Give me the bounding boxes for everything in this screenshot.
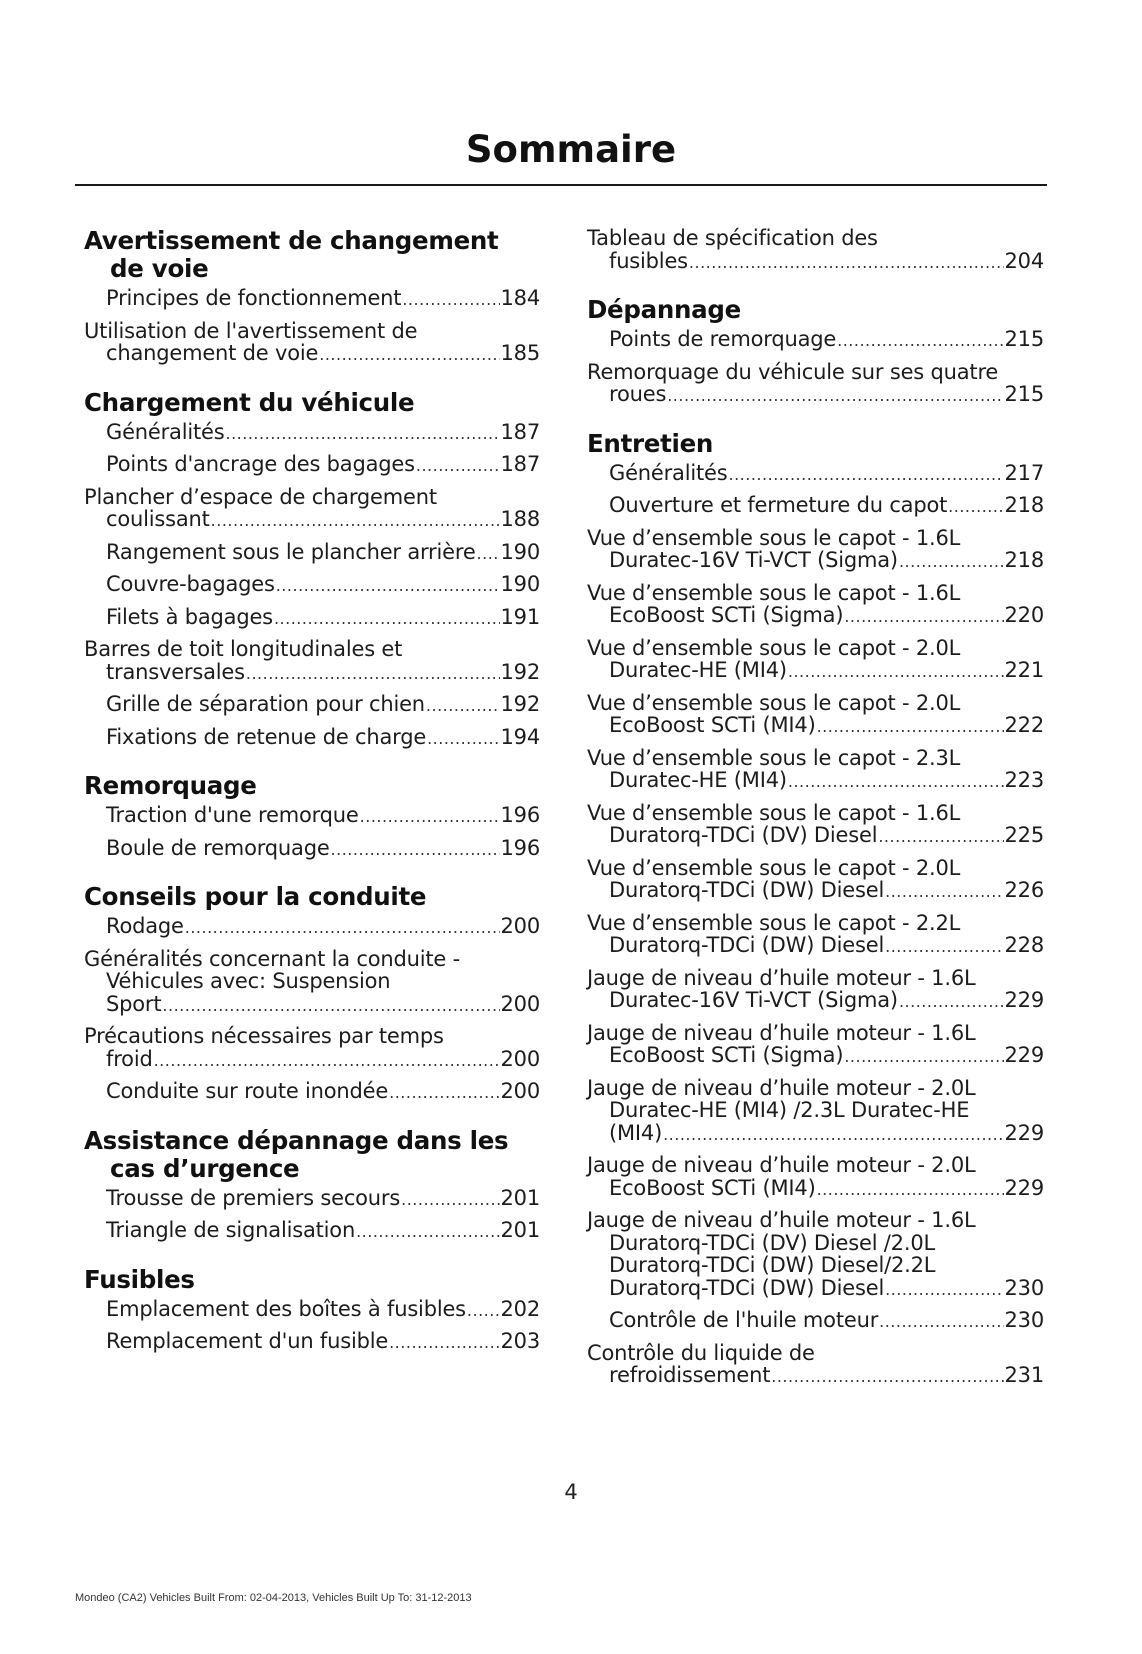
entry-title: EcoBoost SCTi (MI4)	[609, 1175, 816, 1200]
dot-leader	[663, 1124, 1003, 1147]
toc-entry[interactable]	[587, 1342, 1044, 1389]
toc-entry[interactable]	[587, 361, 1044, 408]
toc-entry[interactable]	[84, 541, 540, 566]
entry-text-line: Barres de toit longitudinales et	[84, 637, 403, 661]
entry-title: Généralités	[106, 419, 225, 444]
entry-page-number: 200	[500, 1079, 540, 1103]
entry-title: (MI4)	[609, 1120, 663, 1145]
dot-leader	[426, 695, 500, 718]
entry-page-number: 228	[1004, 933, 1044, 957]
dot-leader	[689, 252, 1004, 275]
entry-text-line: Vue d’ensemble sous le capot - 2.0L	[587, 635, 961, 660]
toc-section	[84, 1266, 540, 1355]
dot-leader	[211, 510, 500, 533]
entry-page-number: 201	[500, 1185, 540, 1210]
entry-title: Boule de remorquage	[106, 835, 330, 860]
toc-entry[interactable]	[84, 1080, 540, 1105]
entry-page-number: 196	[500, 803, 540, 827]
entry-title: Ouverture et fermeture du capot	[609, 493, 948, 517]
section-heading: Dépannage	[587, 295, 741, 324]
entry-page-number: 230	[1004, 1275, 1044, 1300]
dot-leader	[729, 464, 1004, 487]
entry-page-number: 218	[1004, 493, 1044, 517]
dot-leader	[477, 543, 500, 566]
toc-section	[84, 883, 540, 1105]
entry-text-line: Duratorq-TDCi (DV) Diesel /2.0L	[609, 1230, 935, 1255]
dot-leader	[331, 839, 500, 862]
toc-entry[interactable]	[84, 948, 540, 1018]
dot-leader	[162, 995, 499, 1018]
entry-page-number: 215	[1004, 327, 1044, 351]
entry-title: Sport	[106, 991, 162, 1016]
entry-title: Trousse de premiers secours	[106, 1185, 401, 1210]
dot-leader	[899, 551, 1004, 574]
entry-title: Duratorq-TDCi (DV) Diesel	[609, 823, 878, 847]
toc-entry[interactable]	[84, 1025, 540, 1072]
entry-text-line: Jauge de niveau d’huile moteur - 1.6L	[587, 965, 976, 990]
entry-page-number: 185	[500, 341, 540, 365]
entry-title: Duratorq-TDCi (DW) Diesel	[609, 933, 885, 957]
toc-entry[interactable]	[587, 328, 1044, 353]
toc-entry[interactable]	[587, 1022, 1044, 1069]
dot-leader	[771, 1366, 1003, 1389]
entry-title: Conduite sur route inondée	[106, 1079, 389, 1103]
dot-leader	[276, 575, 500, 598]
toc-section	[587, 227, 1044, 274]
dot-leader	[948, 496, 1003, 519]
toc-entry[interactable]	[587, 1209, 1044, 1301]
dot-leader	[878, 826, 1003, 849]
entry-title: Grille de séparation pour chien	[106, 692, 425, 716]
entry-title: Duratorq-TDCi (DW) Diesel	[609, 1275, 885, 1300]
entry-title: changement de voie	[106, 341, 319, 365]
dot-leader	[246, 663, 500, 686]
entry-title: Duratorq-TDCi (DW) Diesel	[609, 878, 885, 902]
entry-page-number: 229	[1004, 1043, 1044, 1067]
entry-text-line: Vue d’ensemble sous le capot - 2.2L	[587, 910, 961, 935]
entry-text-line: Jauge de niveau d’huile moteur - 1.6L	[587, 1020, 976, 1045]
entry-text-line: Vue d’ensemble sous le capot - 1.6L	[587, 580, 961, 605]
entry-page-number: 194	[500, 724, 540, 749]
entry-title: Rangement sous le plancher arrière	[106, 539, 476, 564]
section-heading: Chargement du véhicule	[84, 387, 415, 417]
entry-title: Principes de fonctionnement	[106, 286, 402, 310]
dot-leader	[885, 1279, 1003, 1302]
entry-page-number: 231	[1004, 1363, 1044, 1387]
entry-title: Filets à bagages	[106, 604, 273, 629]
toc-entry[interactable]	[84, 320, 540, 367]
toc-section	[84, 772, 540, 861]
entry-page-number: 220	[1004, 603, 1044, 627]
entry-title: Duratec-HE (MI4)	[609, 768, 787, 792]
dot-leader	[416, 455, 500, 478]
entry-page-number: 202	[500, 1296, 540, 1321]
entry-text-line: Jauge de niveau d’huile moteur - 1.6L	[587, 1208, 976, 1232]
entry-page-number: 201	[500, 1218, 540, 1242]
entry-text-line: Vue d’ensemble sous le capot - 2.0L	[587, 855, 961, 880]
entry-title: Couvre-bagages	[106, 572, 275, 596]
dot-leader	[427, 728, 499, 751]
entry-text-line: Précautions nécessaires par temps	[84, 1024, 444, 1048]
toc-entry[interactable]	[84, 726, 540, 751]
dot-leader	[360, 806, 500, 829]
dot-leader	[319, 344, 499, 367]
toc-entry[interactable]	[587, 747, 1044, 794]
entry-title: Remplacement d'un fusible	[106, 1329, 389, 1353]
dot-leader	[885, 936, 1003, 959]
toc-entry[interactable]	[84, 1219, 540, 1244]
entry-text-line: Vue d’ensemble sous le capot - 2.0L	[587, 690, 961, 715]
entry-page-number: 192	[500, 659, 540, 684]
entry-page-number: 226	[1004, 878, 1044, 902]
entry-text-line: Vue d’ensemble sous le capot - 2.3L	[587, 745, 961, 770]
entry-title: Duratec-16V Ti-VCT (Sigma)	[609, 548, 898, 572]
entry-text-line: Tableau de spécification des	[587, 226, 878, 250]
entry-title: refroidissement	[609, 1363, 771, 1387]
toc-entry[interactable]	[84, 606, 540, 631]
entry-title: Duratec-HE (MI4)	[609, 658, 787, 682]
toc-entry[interactable]	[587, 1077, 1044, 1147]
toc-entry[interactable]	[587, 494, 1044, 519]
dot-leader	[185, 917, 500, 940]
entry-text-line: Vue d’ensemble sous le capot - 1.6L	[587, 800, 961, 825]
toc-entry[interactable]	[84, 486, 540, 533]
toc-entry[interactable]	[587, 637, 1044, 684]
toc-entry[interactable]	[84, 837, 540, 862]
entry-text-line: Véhicules avec: Suspension	[106, 969, 391, 993]
dot-leader	[817, 716, 1004, 739]
toc-entry[interactable]	[84, 421, 540, 446]
dot-leader	[154, 1050, 500, 1073]
section-heading: Remorquage	[84, 771, 257, 800]
entry-title: fusibles	[609, 248, 688, 273]
entry-title: Points d'ancrage des bagages	[106, 452, 415, 476]
toc-entry[interactable]	[587, 857, 1044, 904]
toc-right-column	[587, 227, 1044, 1411]
toc-entry[interactable]	[587, 227, 1044, 274]
page-number: 4	[564, 1480, 578, 1504]
entry-page-number: 230	[1004, 1308, 1044, 1332]
entry-page-number: 218	[1004, 548, 1044, 572]
entry-title: Points de remorquage	[609, 327, 837, 351]
entry-page-number: 200	[500, 1046, 540, 1071]
dot-leader	[844, 606, 1003, 629]
dot-leader	[356, 1221, 499, 1244]
entry-title: Généralités	[609, 460, 728, 485]
entry-title: Emplacement des boîtes à fusibles	[106, 1296, 466, 1321]
dot-leader	[389, 1082, 499, 1105]
entry-page-number: 222	[1004, 713, 1044, 737]
entry-title: Triangle de signalisation	[106, 1218, 356, 1242]
toc-entry[interactable]	[84, 638, 540, 685]
dot-leader	[817, 1179, 1004, 1202]
dot-leader	[467, 1300, 500, 1323]
entry-page-number: 196	[500, 835, 540, 860]
toc-entry[interactable]	[587, 692, 1044, 739]
entry-title: EcoBoost SCTi (MI4)	[609, 713, 816, 737]
entry-page-number: 200	[500, 914, 540, 938]
footer-vehicle-info: Mondeo (CA2) Vehicles Built From: 02-04-2013, Vehicles Built Up To: 31-12-2013	[75, 1592, 472, 1604]
toc-entry[interactable]	[587, 1309, 1044, 1334]
title-divider	[75, 184, 1047, 186]
section-heading: Assistance dépannage dans les cas d’urgence	[84, 1125, 509, 1183]
entry-text-line: Jauge de niveau d’huile moteur - 2.0L	[587, 1075, 976, 1100]
entry-title: roues	[609, 382, 667, 406]
dot-leader	[667, 385, 1003, 408]
entry-title: Traction d'une remorque	[106, 803, 359, 827]
entry-page-number: 221	[1004, 658, 1044, 682]
entry-page-number: 229	[1004, 988, 1044, 1012]
entry-text-line: Généralités concernant la conduite -	[84, 946, 460, 971]
entry-text-line: Remorquage du véhicule sur ses quatre	[587, 359, 999, 384]
section-heading: Fusibles	[84, 1264, 195, 1294]
entry-title: coulissant	[106, 507, 210, 531]
entry-title: EcoBoost SCTi (Sigma)	[609, 1043, 844, 1067]
dot-leader	[402, 289, 499, 312]
toc-entry[interactable]	[84, 693, 540, 718]
toc-entry[interactable]	[84, 1298, 540, 1323]
toc-entry[interactable]	[84, 915, 540, 940]
entry-page-number: 187	[500, 452, 540, 476]
entry-page-number: 215	[1004, 382, 1044, 406]
dot-leader	[226, 423, 500, 446]
entry-title: Contrôle de l'huile moteur	[609, 1308, 879, 1332]
entry-page-number: 223	[1004, 768, 1044, 792]
entry-page-number: 190	[500, 572, 540, 596]
entry-text-line: Duratec-HE (MI4) /2.3L Duratec-HE	[609, 1098, 970, 1122]
dot-leader	[899, 991, 1004, 1014]
toc-entry[interactable]	[84, 573, 540, 598]
dot-leader	[844, 1046, 1003, 1069]
toc-entry[interactable]	[587, 1154, 1044, 1201]
toc-section	[84, 1127, 540, 1244]
entry-title: Duratec-16V Ti-VCT (Sigma)	[609, 988, 898, 1012]
section-heading: Entretien	[587, 428, 714, 458]
entry-text-line: Utilisation de l'avertissement de	[84, 318, 418, 343]
entry-page-number: 203	[500, 1329, 540, 1353]
entry-page-number: 188	[500, 507, 540, 531]
entry-text-line: Jauge de niveau d’huile moteur - 2.0L	[587, 1153, 976, 1177]
entry-page-number: 217	[1004, 460, 1044, 485]
entry-title: froid	[106, 1046, 153, 1071]
toc-left-column	[84, 227, 540, 1377]
entry-title: transversales	[106, 659, 245, 684]
entry-title: Rodage	[106, 914, 184, 938]
toc-entry[interactable]	[587, 582, 1044, 629]
dot-leader	[274, 608, 500, 631]
toc-entry[interactable]	[84, 1330, 540, 1355]
toc-section	[84, 227, 540, 367]
toc-entry[interactable]	[84, 804, 540, 829]
toc-entry[interactable]	[84, 1187, 540, 1212]
entry-text-line: Plancher d’espace de chargement	[84, 484, 437, 509]
entry-page-number: 192	[500, 692, 540, 716]
toc-entry[interactable]	[587, 802, 1044, 849]
entry-page-number: 200	[500, 991, 540, 1016]
dot-leader	[788, 661, 1004, 684]
section-heading: Avertissement de changement de voie	[84, 226, 499, 283]
dot-leader	[401, 1189, 499, 1212]
entry-page-number: 191	[500, 604, 540, 629]
dot-leader	[879, 1311, 1003, 1334]
toc-section	[587, 430, 1044, 1389]
toc-entry[interactable]	[587, 967, 1044, 1014]
toc-section	[84, 389, 540, 751]
dot-leader	[788, 771, 1004, 794]
page-title: Sommaire	[465, 128, 677, 171]
entry-page-number: 184	[500, 286, 540, 310]
toc-entry[interactable]	[84, 453, 540, 478]
entry-title: Fixations de retenue de charge	[106, 724, 427, 749]
toc-entry[interactable]	[84, 287, 540, 312]
toc-entry[interactable]	[587, 462, 1044, 487]
entry-page-number: 190	[500, 539, 540, 564]
entry-page-number: 229	[1004, 1175, 1044, 1200]
toc-entry[interactable]	[587, 912, 1044, 959]
entry-text-line: Contrôle du liquide de	[587, 1340, 815, 1365]
entry-page-number: 204	[1004, 248, 1044, 273]
entry-page-number: 229	[1004, 1120, 1044, 1145]
section-heading: Conseils pour la conduite	[84, 882, 427, 911]
dot-leader	[389, 1332, 499, 1355]
entry-text-line: Vue d’ensemble sous le capot - 1.6L	[587, 525, 961, 550]
toc-entry[interactable]	[587, 527, 1044, 574]
entry-text-line: Duratorq-TDCi (DW) Diesel/2.2L	[609, 1253, 936, 1277]
toc-section	[587, 296, 1044, 408]
entry-page-number: 187	[500, 419, 540, 444]
dot-leader	[885, 881, 1003, 904]
dot-leader	[837, 330, 1003, 353]
entry-page-number: 225	[1004, 823, 1044, 847]
entry-title: EcoBoost SCTi (Sigma)	[609, 603, 844, 627]
